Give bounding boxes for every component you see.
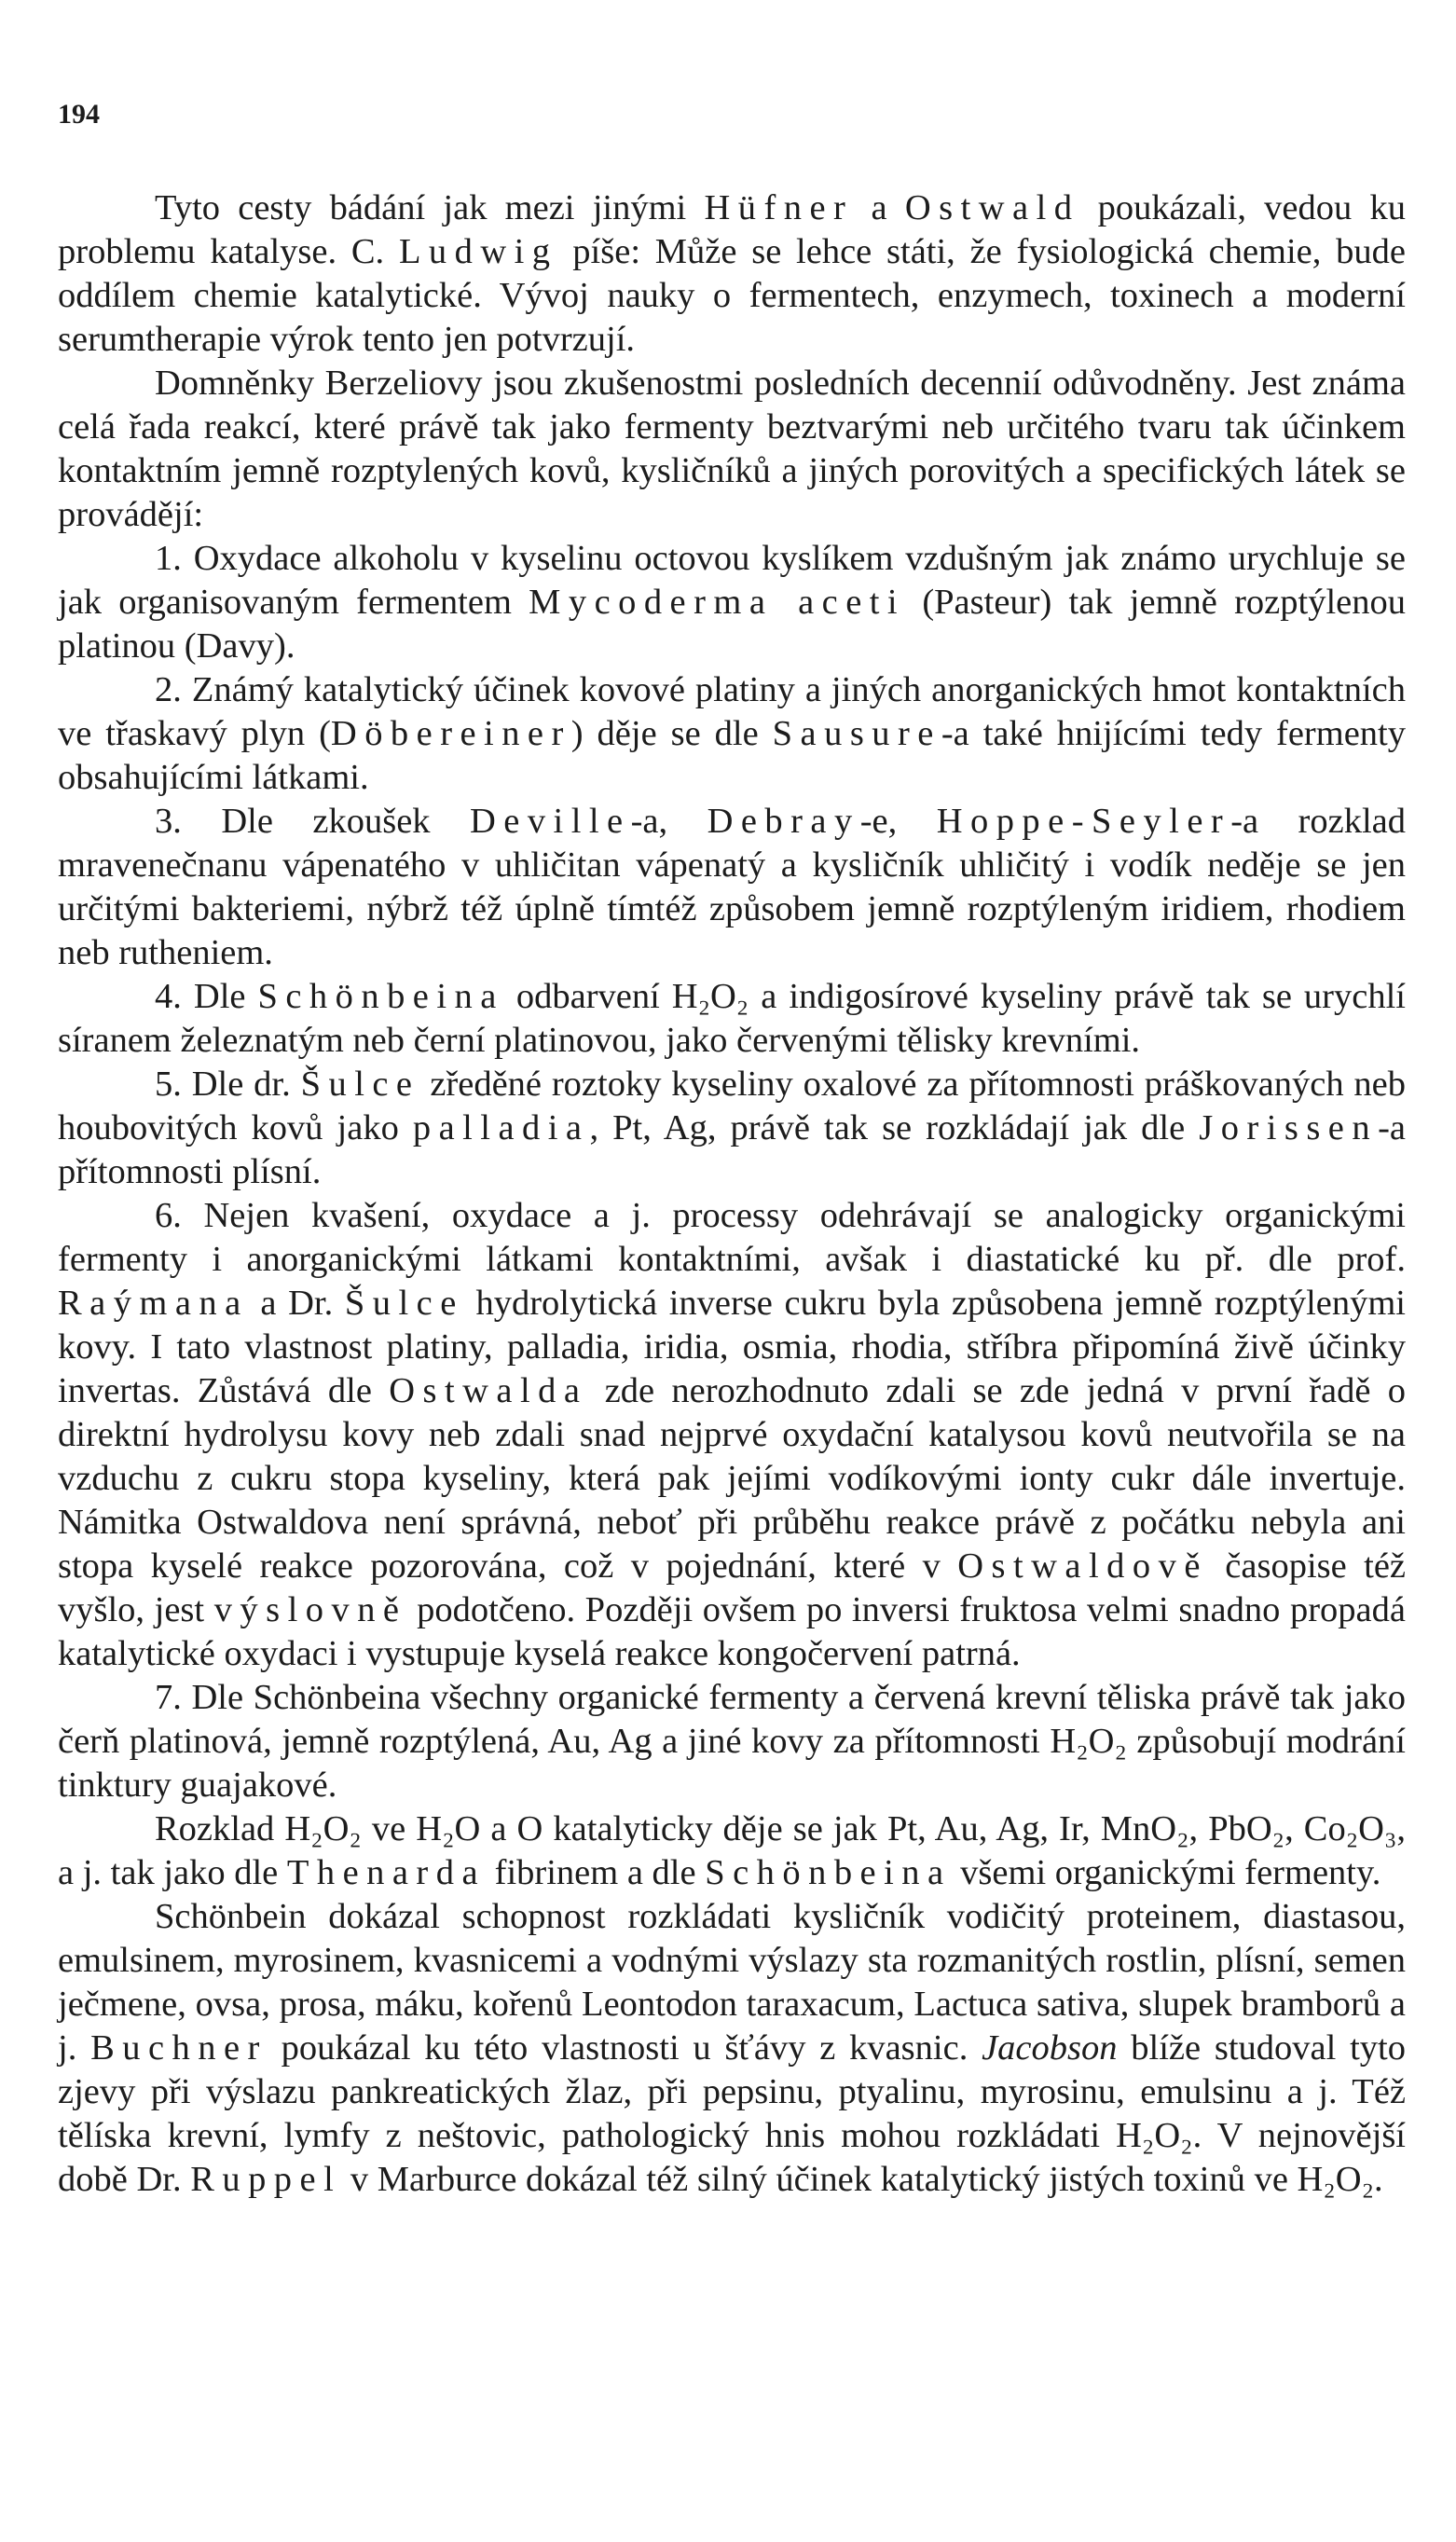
text-run: 7. Dle Schönbeina všechny organické fermenty a červená krevní těliska právě tak jako čerň platinová, jemně rozptýlená, Au, Ag a jiné kovy za přítomnosti H₂O₂ způsobují modrání tinktury guajakové.: [58, 1678, 1406, 1805]
spaced-name: Mycoderma aceti: [529, 583, 906, 622]
paragraph: [58, 537, 1406, 668]
text-run: poukázal ku této vlastnosti u šťávy z kvasnic.: [267, 2028, 982, 2068]
spaced-name: Ruppel: [190, 2160, 342, 2199]
text-run: -a přítomnosti plísní.: [58, 1108, 1406, 1191]
paragraph: [58, 800, 1406, 975]
spaced-name: Ostwaldově: [957, 1546, 1208, 1586]
text-run: , Pt, Ag, právě tak se rozkládají jak dle: [589, 1108, 1200, 1147]
paragraph: [58, 1807, 1406, 1895]
text-run: -a také hnijícími tedy fermenty obsahujícími látkami.: [58, 714, 1406, 797]
spaced-name: Döbereiner: [330, 714, 571, 753]
spaced-name: Šulce: [300, 1065, 420, 1104]
spaced-name: Ostwald: [904, 188, 1080, 227]
text-run: v Marburce dokázal též silný účinek katalytický jistých toxinů ve H₂O₂.: [341, 2160, 1383, 2199]
text-run: -a,: [630, 802, 707, 841]
spaced-name: Jorissen: [1199, 1108, 1379, 1147]
text-run: Schönbein dokázal schopnost rozkládati kysličník vodičitý proteinem, diastasou, emulsinem, myrosinem, kvasnicemi a vodnými výslazy sta rozmanitých rostlin, plísní, semen ječmene, ovsa, prosa, máku, kořenů Leontodon taraxacum, Lactuca sativa, slupek bramborů a j.: [58, 1897, 1406, 2068]
spaced-name: Buchner: [90, 2028, 268, 2068]
text-run: hydrolytická inverse cukru byla způsobena jemně rozptýlenými kovy. I tato vlastnost platiny, palladia, iridia, osmia, rhodia, stříbra připomíná živě účinky invertas. Zůstává dle: [58, 1284, 1407, 1410]
text-run: (Pasteur) tak jemně rozptýlenou platinou (Davy).: [58, 583, 1406, 666]
spaced-name: Thenarda: [286, 1853, 487, 1892]
text-run: Tyto cesty bádání jak mezi jinými: [155, 188, 705, 227]
text-run: blíže studoval tyto zjevy při výslazu pankreatických žlaz, při pepsinu, ptyalinu, myrosinu, emulsinu a j. Též tělíska krevní, lymfy z neštovic, pathologický hnis mohou rozkládati H₂O₂. V nejnovější době Dr.: [58, 2028, 1406, 2199]
text-run: a: [853, 188, 905, 227]
text-run: -a rozklad mravenečnanu vápenatého v uhličitan vápenatý a kysličník uhličitý i vodík neděje se jen určitými bakteriemi, nýbrž též úplně tímtéž způsobem jemně rozptýleným iridiem, rhodiem neb rutheniem.: [58, 802, 1406, 972]
paragraph: [58, 1063, 1406, 1194]
paragraph: [58, 362, 1406, 537]
text-run: píše: Může se lehce státi, že fysiologická chemie, bude oddílem chemie katalytické. Vývoj nauky o fermentech, enzymech, toxinech a moderní serumtherapie výrok tento jen potvrzují.: [58, 232, 1407, 359]
paragraph: [58, 1194, 1406, 1676]
paragraph: [58, 1676, 1406, 1807]
spaced-name: Ludwig: [398, 232, 558, 271]
spaced-name: Hüfner: [704, 188, 854, 227]
text-run: 4. Dle: [155, 977, 258, 1016]
text-run: ) děje se dle: [570, 714, 773, 753]
text-run: 1. Oxydace alkoholu v kyselinu octovou kyslíkem vzdušným jak známo urychluje se jak organisovaným fermentem: [58, 539, 1406, 622]
text-run: 3. Dle zkoušek: [155, 802, 470, 841]
text-run: a Dr.: [248, 1284, 345, 1323]
page-number: 194: [58, 99, 100, 130]
spaced-name: Raýmana: [58, 1284, 249, 1323]
text-run: zředěné roztoky kyseliny oxalové za přítomnosti práškovaných neb houbovitých kovů jako: [58, 1065, 1407, 1147]
text-run: poukázali, vedou ku problemu katalyse. C.: [58, 188, 1406, 271]
spaced-name: Schönbeina: [705, 1853, 952, 1892]
text-run: všemi organickými fermenty.: [951, 1853, 1381, 1892]
text-run: 2. Známý katalytický účinek kovové platiny a jiných anorganických hmot kontaktních ve třaskavý plyn (: [58, 670, 1406, 753]
paragraph: [58, 1895, 1406, 2202]
text-run: fibrinem a dle: [486, 1853, 706, 1892]
text-run: zde nerozhodnuto zdali se zde jedná v první řadě o direktní hydrolysu kovy neb zdali snad nejprvé oxydační katalysou kovů neutvořila se na vzduchu z cukru stopa kyseliny, která pak jejími vodíkovými ionty cukr dále invertuje. Námitka Ostwaldova není správná, neboť při průběhu reakce právě z počátku nebyla ani stopa kyselé reakce pozorována, což v pojednání, které v: [58, 1371, 1407, 1586]
spaced-name: Ostwalda: [389, 1371, 588, 1410]
paragraph: [58, 186, 1406, 362]
spaced-name: Hoppe-Seyler: [936, 802, 1231, 841]
body-text: [58, 186, 1406, 2202]
text-run: odbarvení H₂O₂ a indigosírové kyseliny právě tak se urychlí síranem železnatým neb černí platinovou, jako červenými tělisky krevními.: [58, 977, 1406, 1060]
italic-name: Jacobson: [982, 2028, 1118, 2068]
text-run: -e,: [859, 802, 937, 841]
paragraph: [58, 668, 1406, 800]
spaced-name: Sausure: [772, 714, 941, 753]
spaced-name: palladia: [412, 1108, 590, 1147]
paragraph: [58, 975, 1406, 1063]
text-run: časopise též vyšlo, jest: [58, 1546, 1406, 1629]
text-run: Domněnky Berzeliovy jsou zkušenostmi posledních decennií odůvodněny. Jest známa celá řada reakcí, které právě tak jako fermenty beztvarými neb určitého tvaru tak účinkem kontaktním jemně rozptylených kovů, kysličníků a jiných porovitých a specifických látek se provádějí:: [58, 364, 1406, 534]
text-run: 6. Nejen kvašení, oxydace a j. processy odehrávají se analogicky organickými fermenty i anorganickými látkami kontaktními, avšak i diastatické ku př. dle prof.: [58, 1196, 1406, 1279]
spaced-name: výslovně: [213, 1590, 407, 1629]
spaced-name: Šulce: [344, 1284, 464, 1323]
text-run: podotčeno. Později ovšem po inversi fruktosa velmi snadno propadá katalytické oxydaci i vystupuje kyselá reakce kongočervení patrná.: [58, 1590, 1406, 1673]
spaced-name: Debray: [707, 802, 860, 841]
spaced-name: Deville: [469, 802, 631, 841]
text-run: 5. Dle dr.: [155, 1065, 301, 1104]
text-run: Rozklad H₂O₂ ve H₂O a O katalyticky děje se jak Pt, Au, Ag, Ir, MnO₂, PbO₂, Co₂O₃, a j. tak jako dle: [58, 1809, 1406, 1892]
spaced-name: Schönbeina: [257, 977, 504, 1016]
